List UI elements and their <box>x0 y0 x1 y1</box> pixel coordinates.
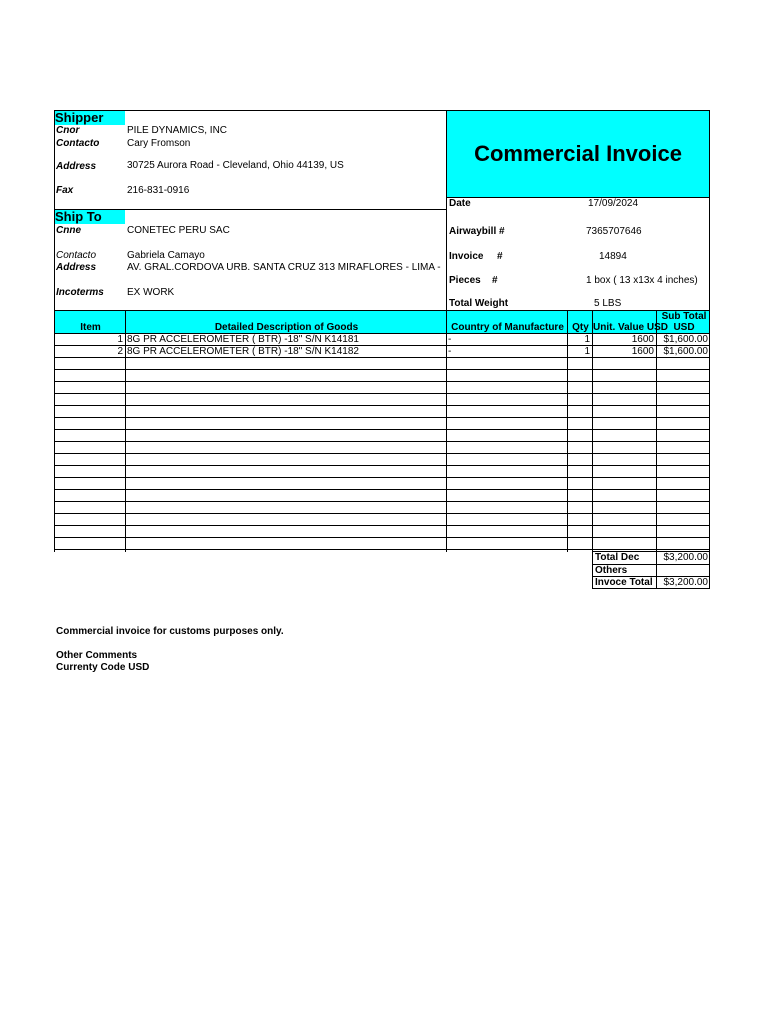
table-row-empty <box>54 490 710 502</box>
header-unit-value: Unit. Value USD <box>593 322 669 333</box>
incoterms-label: Incoterms <box>56 287 104 298</box>
table-row-empty <box>54 418 710 430</box>
invoice-hash: # <box>497 251 503 262</box>
cnor-value: PILE DYNAMICS, INC <box>127 125 228 136</box>
row-subtotal: $1,600.00 <box>663 334 708 345</box>
table-row <box>54 334 710 346</box>
others-label: Others <box>595 565 628 576</box>
cnne-value: CONETEC PERU SAC <box>127 225 230 236</box>
invoice-title: Commercial Invoice <box>474 141 682 166</box>
ship-to-address-label: Address <box>56 262 97 273</box>
table-row-empty <box>54 538 710 550</box>
currency-code: Currenty Code USD <box>56 662 150 673</box>
shipper-contacto-label: Contacto <box>56 138 100 149</box>
pieces-value: 1 box ( 13 x13x 4 inches) <box>586 275 698 286</box>
incoterms-value: EX WORK <box>127 287 175 298</box>
table-row-empty <box>54 358 710 370</box>
airwaybill-value: 7365707646 <box>586 226 642 237</box>
table-row-empty <box>54 454 710 466</box>
table-header <box>54 310 710 334</box>
table-row-empty <box>54 394 710 406</box>
row-country: - <box>448 346 452 357</box>
invoice-label: Invoice <box>449 251 484 262</box>
ship-to-heading: Ship To <box>55 210 125 224</box>
other-comments: Other Comments <box>56 650 138 661</box>
table-row-empty <box>54 502 710 514</box>
table-row-empty <box>54 430 710 442</box>
ship-to-contacto-value: Gabriela Camayo <box>127 250 205 261</box>
table-row-empty <box>54 370 710 382</box>
invoice-total-value: $3,200.00 <box>663 577 708 588</box>
total-weight-label: Total Weight <box>449 298 509 309</box>
title-block <box>447 111 709 197</box>
table-row-empty <box>54 478 710 490</box>
invoice-total-label: Invoce Total <box>595 577 653 588</box>
table-row-empty <box>54 466 710 478</box>
table-row-empty <box>54 442 710 454</box>
shipper-address-label: Address <box>56 161 97 172</box>
row-unit-value: 1600 <box>631 346 654 357</box>
row-subtotal: $1,600.00 <box>663 346 708 357</box>
row-qty: 1 <box>584 334 590 345</box>
table-row-empty <box>54 526 710 538</box>
shipper-address-value: 30725 Aurora Road - Cleveland, Ohio 44139, US <box>127 160 344 171</box>
row-description: 8G PR ACCELEROMETER ( BTR) -18" S/N K14181 <box>127 334 359 345</box>
customs-note: Commercial invoice for customs purposes only. <box>56 626 284 637</box>
date-value: 17/09/2024 <box>588 198 639 209</box>
row-qty: 1 <box>584 346 590 357</box>
row-country: - <box>448 334 452 345</box>
row-description: 8G PR ACCELEROMETER ( BTR) -18" S/N K14182 <box>127 346 359 357</box>
row-item: 1 <box>117 334 123 345</box>
table-row-empty <box>54 514 710 526</box>
total-dec-value: $3,200.00 <box>663 552 708 563</box>
row-unit-value: 1600 <box>631 334 654 345</box>
pieces-hash: # <box>492 275 498 286</box>
header-subtotal-line1: Sub Total <box>661 311 707 322</box>
pieces-label: Pieces <box>449 275 481 286</box>
header-qty: Qty <box>572 322 589 333</box>
cnne-label: Cnne <box>56 225 81 236</box>
header-description: Detailed Description of Goods <box>214 322 359 333</box>
fax-value: 216-831-0916 <box>127 185 190 196</box>
ship-to-contacto-label: Contacto <box>56 250 97 261</box>
invoice-number: 14894 <box>599 251 627 262</box>
total-dec-label: Total Dec <box>595 552 640 563</box>
total-weight-value: 5 LBS <box>594 298 622 309</box>
cnor-label: Cnor <box>56 125 80 136</box>
table-row-empty <box>54 406 710 418</box>
header-item: Item <box>80 322 101 333</box>
ship-to-address-value: AV. GRAL.CORDOVA URB. SANTA CRUZ 313 MIRAFLORES - LIMA - <box>127 262 441 273</box>
header-country: Country of Manufacture <box>451 322 564 333</box>
row-item: 2 <box>117 346 123 357</box>
airwaybill-label: Airwaybill # <box>449 226 505 237</box>
fax-label: Fax <box>56 185 74 196</box>
shipper-heading: Shipper <box>55 111 125 125</box>
shipper-contacto-value: Cary Fromson <box>127 138 191 149</box>
header-subtotal-line2: USD <box>673 322 695 333</box>
date-label: Date <box>449 198 471 209</box>
table-row-empty <box>54 382 710 394</box>
table-row <box>54 346 710 358</box>
